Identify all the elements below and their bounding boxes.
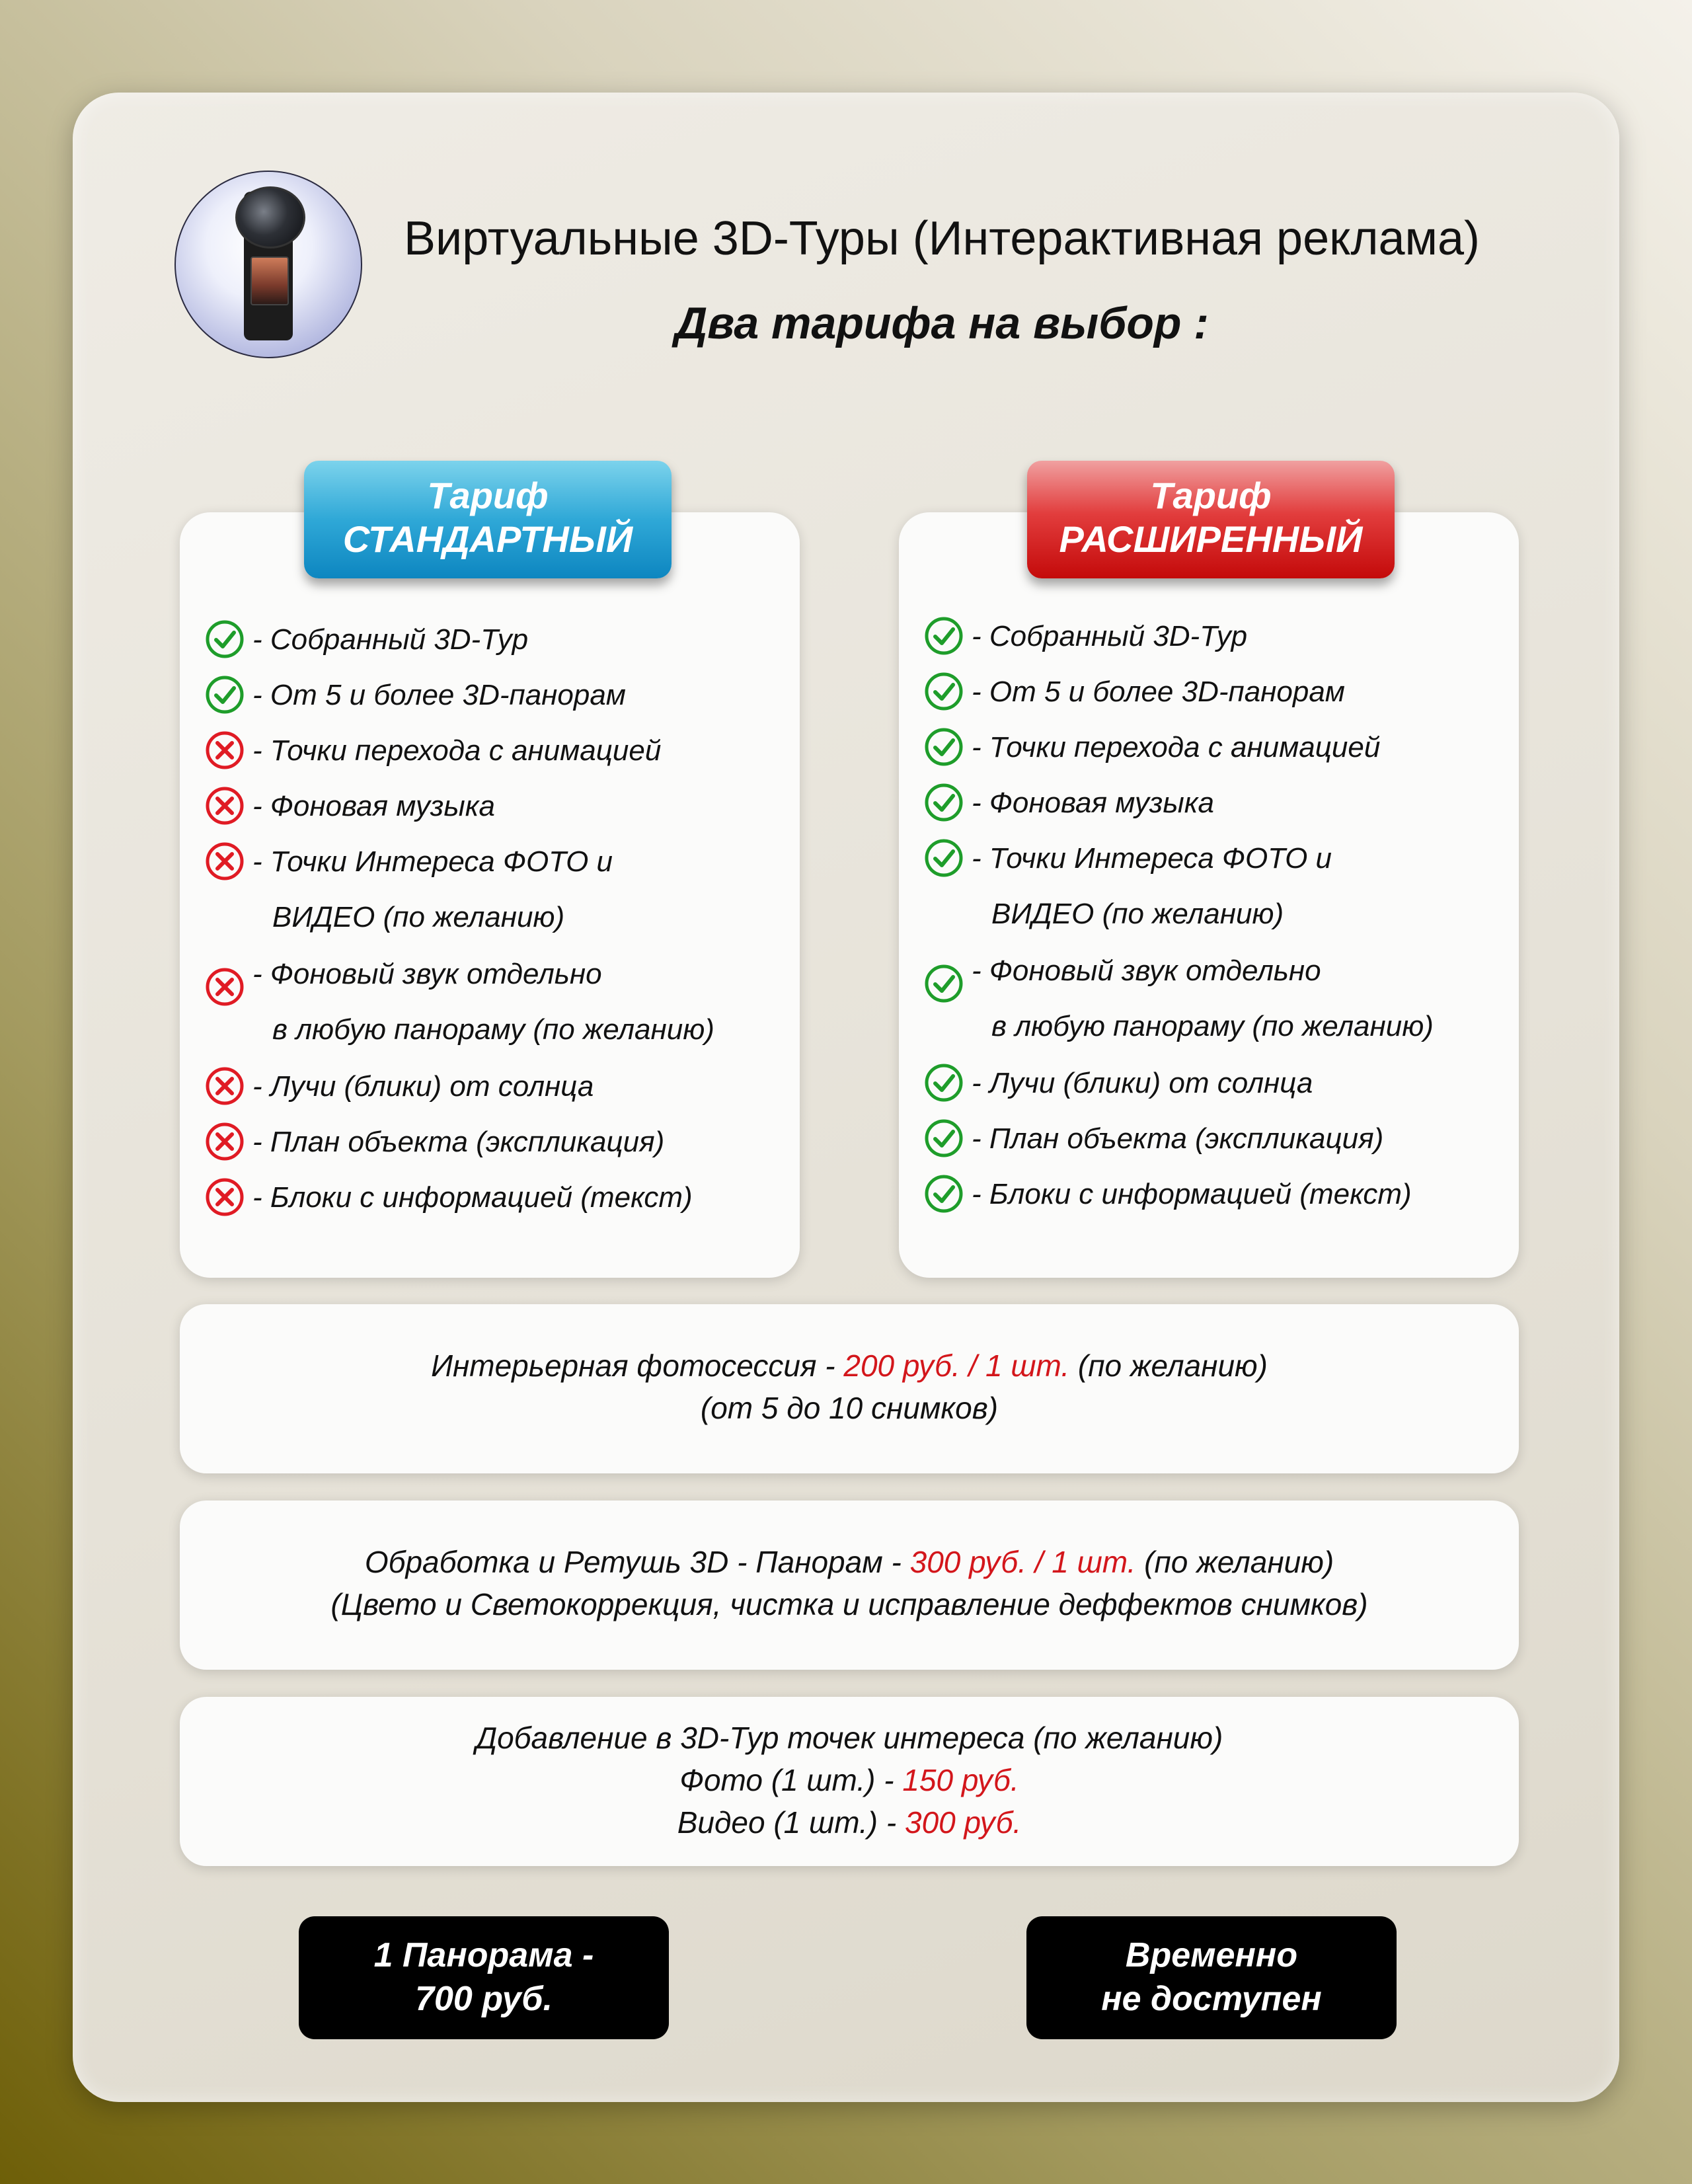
button-line1: Временно bbox=[1125, 1936, 1298, 1974]
tariff-card-extended bbox=[899, 512, 1519, 1278]
service-retouch bbox=[180, 1501, 1519, 1670]
feature-text: - От 5 и более 3D-панорам bbox=[252, 679, 626, 711]
feature-text: - Фоновый звук отдельно bbox=[972, 955, 1321, 987]
service-note: (по желанию) bbox=[1077, 1348, 1268, 1383]
feature-text: - Собранный 3D-Тур bbox=[972, 620, 1248, 652]
check-icon bbox=[924, 1174, 964, 1214]
feature-text: - План объекта (экспликация) bbox=[252, 1126, 665, 1158]
badge-line1: Тариф bbox=[1150, 475, 1272, 516]
feature-text: - Блоки с информацией (текст) bbox=[972, 1178, 1412, 1210]
feature-text: - Точки перехода с анимацией bbox=[252, 734, 662, 767]
badge-line2: РАСШИРЕННЫЙ bbox=[1059, 518, 1363, 560]
feature-text: - Собранный 3D-Тур bbox=[252, 623, 529, 656]
check-icon bbox=[924, 838, 964, 878]
service-price: 200 руб. / 1 шт. bbox=[843, 1348, 1070, 1383]
cross-icon bbox=[205, 730, 245, 770]
tariff-card-standard bbox=[180, 512, 800, 1278]
cross-icon bbox=[205, 1122, 245, 1161]
tariff-badge-extended bbox=[1027, 461, 1395, 578]
check-icon bbox=[924, 783, 964, 822]
feature-text-continued: ВИДЕО (по желанию) bbox=[991, 898, 1284, 930]
poi-video-label: Видео (1 шт.) - bbox=[677, 1805, 905, 1840]
cross-icon bbox=[205, 1177, 245, 1217]
page-title: Виртуальные 3D-Туры (Интерактивная реклама) bbox=[403, 212, 1480, 265]
service-details: (Цвето и Светокоррекция, чистка и исправление деффектов снимков) bbox=[330, 1587, 1368, 1621]
service-details: (от 5 до 10 снимков) bbox=[700, 1391, 999, 1425]
cross-icon bbox=[205, 841, 245, 881]
page-subtitle: Два тарифа на выбор : bbox=[675, 298, 1209, 348]
button-line2: не доступен bbox=[1101, 1980, 1322, 2018]
service-name: Обработка и Ретушь 3D - Панорам - bbox=[364, 1545, 910, 1579]
feature-text: - Фоновый звук отдельно bbox=[252, 958, 602, 990]
camera-logo bbox=[174, 171, 362, 358]
badge-line2: СТАНДАРТНЫЙ bbox=[342, 518, 633, 560]
panorama-price-button[interactable] bbox=[299, 1916, 669, 2039]
service-photo-session bbox=[180, 1304, 1519, 1473]
feature-text: - Лучи (блики) от солнца bbox=[972, 1067, 1313, 1099]
service-price: 300 руб. / 1 шт. bbox=[909, 1545, 1136, 1579]
feature-text-continued: ВИДЕО (по желанию) bbox=[272, 901, 565, 933]
feature-text-continued: в любую панораму (по желанию) bbox=[272, 1013, 714, 1046]
feature-text: - План объекта (экспликация) bbox=[972, 1122, 1384, 1155]
cross-icon bbox=[205, 967, 245, 1007]
poi-photo-price: 150 руб. bbox=[902, 1763, 1019, 1797]
button-line1: 1 Панорама - bbox=[373, 1936, 594, 1974]
poi-title: Добавление в 3D-Тур точек интереса (по желанию) bbox=[475, 1721, 1223, 1755]
feature-text-continued: в любую панораму (по желанию) bbox=[991, 1010, 1434, 1042]
check-icon bbox=[924, 1063, 964, 1103]
service-points-of-interest bbox=[180, 1697, 1519, 1866]
check-icon bbox=[924, 1118, 964, 1158]
cross-icon bbox=[205, 1066, 245, 1106]
badge-line1: Тариф bbox=[427, 475, 549, 516]
feature-text: - Фоновая музыка bbox=[972, 787, 1214, 819]
feature-text: - От 5 и более 3D-панорам bbox=[972, 676, 1345, 708]
feature-text: - Точки Интереса ФОТО и bbox=[972, 842, 1332, 875]
feature-text: - Точки перехода с анимацией bbox=[972, 731, 1381, 763]
feature-text: - Лучи (блики) от солнца bbox=[252, 1070, 594, 1103]
feature-text: - Блоки с информацией (текст) bbox=[252, 1181, 693, 1214]
poi-photo-label: Фото (1 шт.) - bbox=[679, 1763, 903, 1797]
feature-text: - Точки Интереса ФОТО и bbox=[252, 845, 613, 878]
feature-text: - Фоновая музыка bbox=[252, 790, 495, 822]
camera-screen-icon bbox=[250, 256, 289, 305]
check-icon bbox=[924, 964, 964, 1003]
button-line2: 700 руб. bbox=[415, 1980, 553, 2018]
check-icon bbox=[924, 616, 964, 656]
poi-video-price: 300 руб. bbox=[905, 1805, 1022, 1840]
cross-icon bbox=[205, 786, 245, 826]
unavailable-button[interactable] bbox=[1026, 1916, 1397, 2039]
camera-lens-icon bbox=[235, 186, 305, 249]
check-icon bbox=[924, 727, 964, 767]
tariff-badge-standard bbox=[304, 461, 672, 578]
check-icon bbox=[205, 675, 245, 715]
service-name: Интерьерная фотосессия - bbox=[431, 1348, 844, 1383]
check-icon bbox=[924, 672, 964, 711]
service-note: (по желанию) bbox=[1144, 1545, 1334, 1579]
check-icon bbox=[205, 619, 245, 659]
